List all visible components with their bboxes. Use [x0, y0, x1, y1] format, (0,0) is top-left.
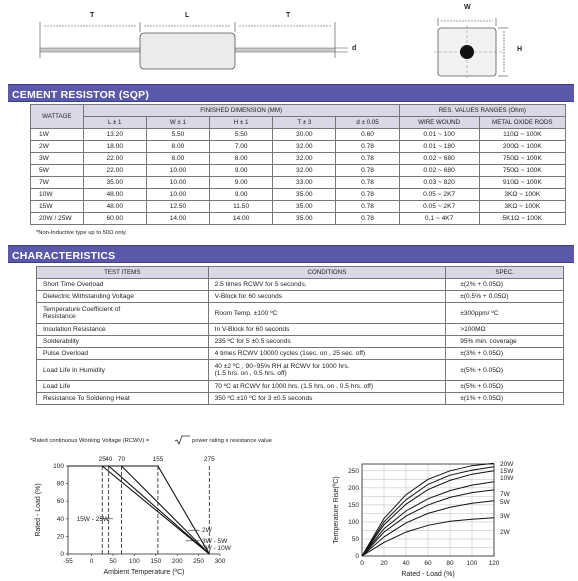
table-cell: 0.02 ~ 680	[399, 165, 479, 177]
x-tick-label: 100	[128, 558, 140, 565]
table-cell: 35.00	[273, 201, 336, 213]
x-tick-label: 150	[150, 558, 162, 565]
series-label: 5W	[500, 499, 510, 506]
x-tick-label: -55	[63, 558, 73, 565]
table-cell: 22.00	[83, 153, 146, 165]
table-cell: 200Ω ~ 100K	[479, 141, 565, 153]
x-tick-label: 80	[446, 560, 454, 567]
table-cell: 22.00	[83, 165, 146, 177]
x-axis-label: Ambient Temperature (ºC)	[103, 569, 185, 576]
table-cell: 18.00	[83, 141, 146, 153]
condition-text: In V-Block for 60 seconds	[214, 326, 290, 333]
x-axis-label: Rated - Load (%)	[401, 571, 455, 578]
x-tick-label: 50	[109, 558, 117, 565]
header-res-values: RES. VALUES RANGES (Ohm)	[399, 105, 565, 117]
test-item-cell	[37, 348, 209, 360]
table-cell: 10.00	[146, 165, 209, 177]
table-row	[37, 324, 564, 336]
test-item-cell	[37, 324, 209, 336]
condition-text: 70 ºC at RCWV for 1000 hrs. (1.5 hrs. on , 0.5 hrs. off)	[214, 383, 374, 390]
table-cell: 10W	[31, 189, 84, 201]
test-item-text: Pulse Overload	[43, 350, 89, 357]
table-cell: 0.05 ~ 2K7	[399, 201, 479, 213]
top-tick-label: 40	[105, 456, 113, 463]
series-label: 7W	[500, 491, 510, 498]
characteristics-table	[36, 266, 564, 405]
subheader-col: METAL OXIDE RODS	[479, 117, 565, 129]
test-item-cell	[37, 279, 209, 291]
table-cell: 0.01 ~ 180	[399, 141, 479, 153]
table-cell: 14.00	[210, 213, 273, 225]
resistor-side-drawing	[30, 8, 360, 80]
table-cell: 9.00	[210, 177, 273, 189]
table-row	[37, 381, 564, 393]
x-tick-label: 0	[360, 560, 364, 567]
table-row	[31, 201, 566, 213]
condition-cell	[208, 279, 446, 291]
series-label: 15W	[500, 468, 514, 475]
header-spec: SPEC.	[446, 267, 564, 279]
table-row	[31, 177, 566, 189]
subheader-col: W ± 1	[146, 117, 209, 129]
dim-label-h: H	[517, 46, 523, 53]
table-cell: 0.78	[336, 141, 399, 153]
dim-label-t-right: T	[286, 12, 291, 19]
y-tick-label: 20	[56, 533, 64, 541]
spec-cell: >100MΩ	[446, 324, 564, 336]
x-tick-label: 300	[214, 558, 226, 565]
test-item-text: Resistance To Soldering Heat	[43, 395, 130, 402]
table-cell: 12.50	[146, 201, 209, 213]
table-row	[37, 348, 564, 360]
table-cell: 35.00	[83, 177, 146, 189]
condition-text: 235 ºC for 5 ±0.5 seconds	[214, 338, 291, 345]
table-cell: 3W	[31, 153, 84, 165]
subheader-col: d ± 0.05	[336, 117, 399, 129]
y-tick-label: 60	[56, 498, 64, 506]
test-item-text: Solderability	[43, 338, 79, 345]
table-row	[37, 336, 564, 348]
table-row	[37, 291, 564, 303]
table-cell: 13.20	[83, 129, 146, 141]
table-row	[37, 360, 564, 381]
y-tick-label: 100	[348, 518, 359, 526]
x-tick-label: 40	[402, 560, 410, 567]
table-cell: 0.78	[336, 201, 399, 213]
condition-text: 2.5 times RCWV for 5 seconds.	[214, 281, 307, 288]
spec-cell: ±(5% + 0.05Ω)	[446, 381, 564, 393]
table-cell: 35.00	[273, 213, 336, 225]
table-cell: 910Ω ~ 100K	[479, 177, 565, 189]
table-cell: 48.00	[83, 201, 146, 213]
x-tick-label: 250	[193, 558, 205, 565]
x-tick-label: 120	[488, 560, 500, 567]
y-tick-label: 80	[56, 480, 64, 488]
test-item-cell	[37, 381, 209, 393]
table-cell: 5K1Ω ~ 100K	[479, 213, 565, 225]
table-cell: 0.05 ~ 2K7	[399, 189, 479, 201]
spec-cell: 95% min. coverage	[446, 336, 564, 348]
condition-cell	[208, 336, 446, 348]
table-cell: 32.00	[273, 153, 336, 165]
x-tick-label: 60	[424, 560, 432, 567]
table-cell: 5.50	[146, 129, 209, 141]
table-cell: 5.50	[210, 129, 273, 141]
spec-cell: ±(3% + 0.05Ω)	[446, 348, 564, 360]
subheader-col: T ± 3	[273, 117, 336, 129]
table-cell: 7W	[31, 177, 84, 189]
table-row	[31, 165, 566, 177]
table-cell: 0.1 ~ 4K7	[399, 213, 479, 225]
test-item-cell	[37, 393, 209, 405]
dim-label-t-left: T	[90, 12, 95, 19]
y-tick-label: 100	[53, 463, 64, 470]
table-cell: 0.78	[336, 177, 399, 189]
x-tick-label: 0	[89, 558, 94, 565]
square-root-icon	[174, 435, 190, 445]
test-item-text: Dielectric Withstanding Voltage	[43, 293, 134, 300]
series-label: 7W - 10W	[202, 544, 231, 552]
table-row	[31, 141, 566, 153]
y-tick-label: 150	[348, 501, 359, 509]
table-row	[31, 213, 566, 225]
spec-cell: ±(1% + 0.05Ω)	[446, 393, 564, 405]
table-cell: 33.00	[273, 177, 336, 189]
condition-text: 4 times RCWV 10000 cycles (1sec. on , 25 sec. off)	[214, 350, 366, 357]
condition-cell	[208, 291, 446, 303]
y-axis-label: Rated - Load (%)	[35, 483, 42, 537]
header-finished-dimension: FINISHED DIMENSION (MM)	[83, 105, 399, 117]
continuation-text: (1.5 hrs. on , 0.5 hrs. off)	[214, 370, 287, 377]
table-cell: 0.78	[336, 213, 399, 225]
dim-label-w: W	[464, 4, 471, 11]
condition-text: V-Block for 60 seconds	[214, 293, 283, 300]
table-cell: 0.78	[336, 165, 399, 177]
table-cell: 48.00	[83, 189, 146, 201]
top-tick-label: 275	[203, 456, 215, 463]
table-cell: 0.78	[336, 189, 399, 201]
table-cell: 750Ω ~ 100K	[479, 153, 565, 165]
table-cell: 15W	[31, 201, 84, 213]
y-tick-label: 250	[348, 467, 359, 475]
condition-cell	[208, 324, 446, 336]
header-wattage: WATTAGE	[31, 105, 84, 129]
x-tick-label: 20	[380, 560, 388, 567]
continuation-text: Resistance	[43, 313, 76, 320]
top-tick-label: 25	[98, 456, 106, 463]
header-conditions: CONDITIONS	[208, 267, 446, 279]
rcwv-note-right: power rating x resistance value	[192, 438, 272, 444]
spec-cell: ±300ppm/ ºC	[446, 303, 564, 324]
characteristics-banner	[8, 245, 574, 263]
table-cell: 10.00	[146, 177, 209, 189]
series-label: 10W	[500, 475, 514, 482]
table-cell: 3KΩ ~ 100K	[479, 189, 565, 201]
table-cell: 0.60	[336, 129, 399, 141]
condition-text: 350 ºC ±10 ºC for 3 ±0.5 seconds	[214, 395, 313, 402]
table-cell: 60.00	[83, 213, 146, 225]
spec-cell: ±(2% + 0.05Ω)	[446, 279, 564, 291]
test-item-cell	[37, 303, 209, 324]
table-cell: 20W / 25W	[31, 213, 84, 225]
spec-cell: ±(0.5% + 0.05Ω)	[446, 291, 564, 303]
table-cell: 1W	[31, 129, 84, 141]
table-row	[37, 279, 564, 291]
temperature-rise-chart	[328, 452, 574, 580]
rcwv-note-left: *Rated continuous Working Voltage (RCWV) =	[30, 438, 150, 444]
y-tick-label: 0	[355, 553, 359, 560]
table-cell: 32.00	[273, 165, 336, 177]
dim-label-d: d	[352, 45, 357, 52]
table-cell: 110Ω ~ 100K	[479, 129, 565, 141]
table-row	[37, 393, 564, 405]
condition-cell	[208, 303, 446, 324]
y-tick-label: 0	[60, 551, 64, 558]
top-tick-label: 70	[117, 456, 126, 463]
table-row	[31, 189, 566, 201]
test-item-text: Temperature Coefficient of	[43, 306, 121, 313]
section-title-cement: CEMENT RESISTOR (SQP)	[12, 89, 150, 101]
top-tick-label: 155	[152, 456, 164, 463]
table-cell: 35.00	[273, 189, 336, 201]
condition-cell	[208, 348, 446, 360]
x-tick-label: 100	[466, 560, 478, 567]
table-cell: 9.00	[210, 189, 273, 201]
subheader-col: WIRE WOUND	[399, 117, 479, 129]
condition-text: 40 ±2 ºC , 90~95% RH at RCWV for 1000 hrs.	[214, 363, 350, 370]
table-cell: 3KΩ ~ 100K	[479, 201, 565, 213]
table-cell: 0.01 ~ 100	[399, 129, 479, 141]
spec-cell: ±(5% + 0.05Ω)	[446, 360, 564, 381]
test-item-text: Insulation Resistance	[43, 326, 106, 333]
test-item-cell	[37, 291, 209, 303]
x-tick-label: 200	[171, 558, 183, 565]
table-cell: 0.03 ~ 820	[399, 177, 479, 189]
table-cell: 11.50	[210, 201, 273, 213]
table-cell: 2W	[31, 141, 84, 153]
resistor-end-drawing	[432, 8, 542, 83]
test-item-text: Load Life In Humidity	[43, 366, 105, 374]
table-cell: 32.00	[273, 141, 336, 153]
table-cell: 8.00	[146, 141, 209, 153]
test-item-text: Load Life	[43, 383, 71, 390]
series-label: 15W - 25W	[76, 515, 110, 523]
table-cell: 14.00	[146, 213, 209, 225]
table-cell: 9.00	[210, 165, 273, 177]
test-item-cell	[37, 336, 209, 348]
cement-resistor-banner	[8, 84, 574, 102]
condition-text: Room Temp. ±100 ºC	[214, 309, 278, 317]
condition-cell	[208, 360, 446, 381]
series-label: 2W	[500, 529, 510, 536]
table-cell: 10.00	[146, 189, 209, 201]
derating-chart	[28, 450, 298, 578]
series-label: 3W - 5W	[202, 537, 228, 545]
table-row	[37, 303, 564, 324]
y-axis-label: Temperature Rise(ºC)	[333, 476, 340, 544]
test-item-text: Short Time Overload	[43, 281, 104, 288]
table-cell: 7.00	[210, 141, 273, 153]
series-label: 3W	[500, 513, 510, 520]
test-item-cell	[37, 360, 209, 381]
y-tick-label: 50	[351, 535, 359, 543]
subheader-col: L ± 1	[83, 117, 146, 129]
non-inductive-note: *Non-Inductive type up to 50Ω only.	[36, 230, 127, 236]
dim-label-l: L	[185, 12, 190, 19]
series-label: 2W	[202, 527, 212, 535]
table-row	[31, 153, 566, 165]
table-cell: 0.78	[336, 153, 399, 165]
table-cell: 5W	[31, 165, 84, 177]
section-title-characteristics: CHARACTERISTICS	[12, 250, 116, 262]
table-cell: 8.00	[146, 153, 209, 165]
series-label: 20W	[500, 461, 514, 468]
y-tick-label: 200	[348, 484, 359, 492]
condition-cell	[208, 393, 446, 405]
table-cell: 30.00	[273, 129, 336, 141]
header-test-items: TEST ITEMS	[37, 267, 209, 279]
table-cell: 0.02 ~ 680	[399, 153, 479, 165]
table-row	[31, 129, 566, 141]
y-tick-label: 40	[56, 515, 64, 523]
table-cell: 750Ω ~ 100K	[479, 165, 565, 177]
subheader-col: H ± 1	[210, 117, 273, 129]
condition-cell	[208, 381, 446, 393]
dimension-table	[30, 104, 566, 225]
table-cell: 8.00	[210, 153, 273, 165]
